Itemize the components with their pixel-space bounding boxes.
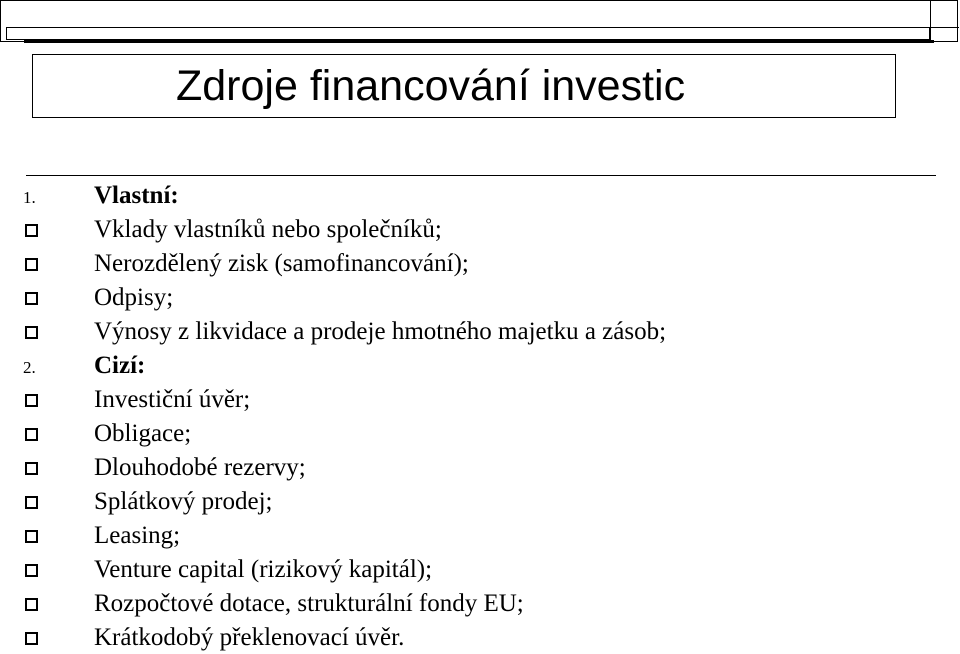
list-item-text: Rozpočtové dotace, strukturální fondy EU; [94,590,524,617]
list-item [0,246,960,280]
square-bullet-icon [25,292,38,305]
square-bullet-icon [25,326,38,339]
top-frame-rule [24,40,934,43]
section-number: 2. [23,358,36,377]
list-item-text: Investiční úvěr; [94,386,251,413]
list-item-text: Krátkodobý překlenovací úvěr. [94,624,405,651]
list-item-text: Leasing; [94,522,181,549]
list-item [0,552,960,586]
top-corner-box [930,0,958,42]
section-heading-row [0,348,960,382]
square-bullet-icon [25,258,38,271]
top-frame-inner [6,27,930,40]
list-item [0,518,960,552]
list-item-text: Venture capital (rizikový kapitál); [94,556,433,583]
square-bullet-icon [25,564,38,577]
section-heading: Cizí: [94,352,146,379]
section-number: 1. [23,188,36,207]
list-item [0,450,960,484]
list-item-text: Splátkový prodej; [94,488,273,515]
square-bullet-icon [25,530,38,543]
square-bullet-icon [25,462,38,475]
list-item-text: Nerozdělený zisk (samofinancování); [94,250,469,277]
list-item [0,212,960,246]
list-item [0,314,960,348]
list-item [0,280,960,314]
list-item [0,586,960,620]
list-item [0,416,960,450]
list-item-text: Dlouhodobé rezervy; [94,454,306,481]
section-heading-row [0,178,960,212]
list-item-text: Odpisy; [94,284,174,311]
square-bullet-icon [25,632,38,645]
list-item-text: Vklady vlastníků nebo společníků; [94,216,442,243]
square-bullet-icon [25,598,38,611]
section-divider [26,175,936,176]
list-item [0,382,960,416]
square-bullet-icon [25,394,38,407]
square-bullet-icon [25,496,38,509]
square-bullet-icon [25,428,38,441]
list-item [0,484,960,518]
page-title: Zdroje financování investic [176,62,686,110]
section-heading: Vlastní: [94,182,179,209]
list-item-text: Obligace; [94,420,192,447]
square-bullet-icon [25,224,38,237]
list-item-text: Výnosy z likvidace a prodeje hmotného majetku a zásob; [94,318,667,345]
